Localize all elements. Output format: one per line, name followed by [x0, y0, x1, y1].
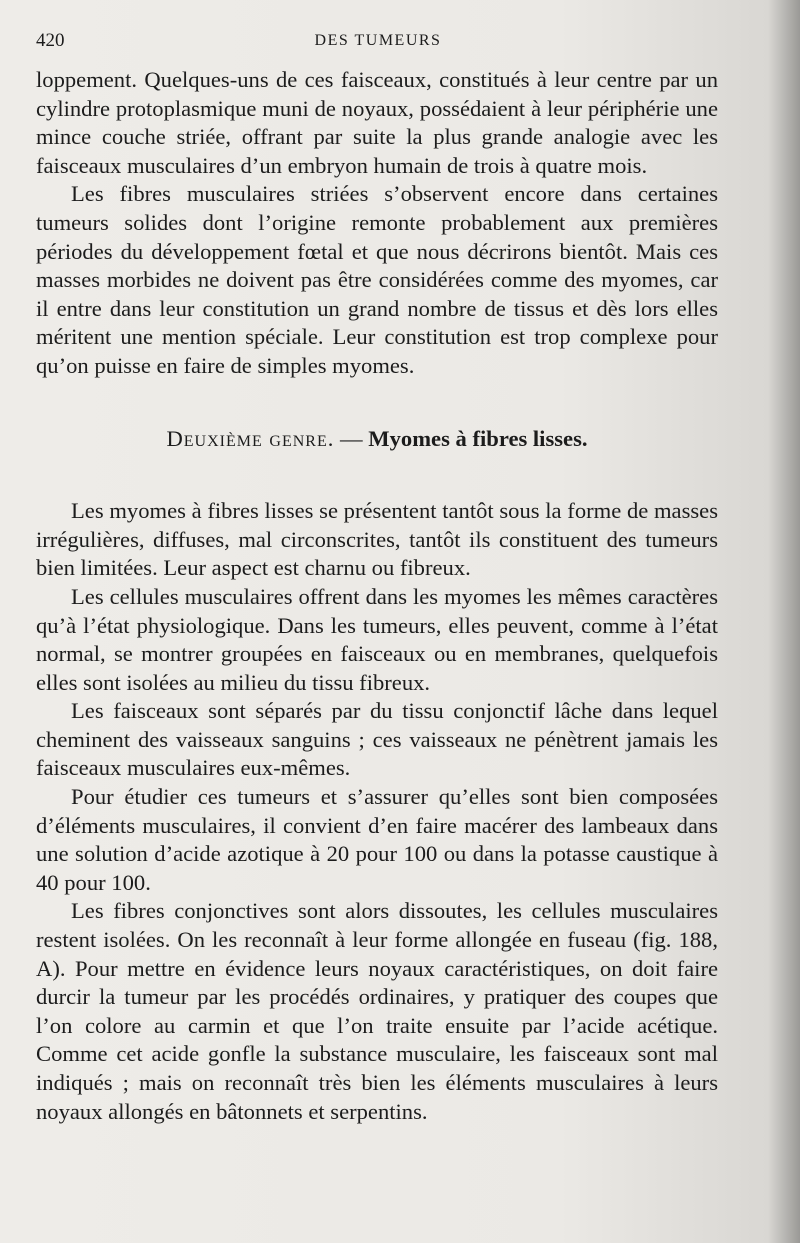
paragraph: Les faisceaux sont séparés par du tissu conjonctif lâche dans lequel cheminent des vaisseaux sanguins ; ces vaisseaux ne pénètrent jamais les faisceaux musculaires eux-mêmes.: [36, 698, 718, 781]
section-dash: —: [334, 425, 369, 451]
paragraph: Pour étudier ces tumeurs et s’assurer qu’elles sont bien composées d’éléments musculaires, il convient d’en faire macérer des lambeaux dans une solution d’acide azotique à 20 pour 100 ou dans la potasse caustique à 40 pour 100.: [36, 784, 718, 895]
paragraph: Les fibres musculaires striées s’observent encore dans certaines tumeurs solides dont l’origine remonte probablement aux premières périodes du développement fœtal et que nous décrirons bientôt. Mais ces masses morbides ne doivent pas être considérées comme des myomes, car il entre dans leur constitution un grand nombre de tissus et dès lors elles méritent une mention spéciale. Leur constitution est trop complexe pour qu’on puisse en faire de simples myomes.: [36, 181, 718, 378]
body-text: [36, 66, 718, 1126]
page-header: [36, 30, 720, 54]
paragraph-continuation: loppement. Quelques-uns de ces faisceaux, constitués à leur centre par un cylindre protoplasmique muni de noyaux, possédaient à leur périphérie une mince couche striée, offrant par suite la plus grande analogie avec les faisceaux musculaires d’un embryon humain de trois à quatre mois.: [36, 67, 718, 178]
page-number: 420: [36, 30, 65, 51]
paragraph: Les cellules musculaires offrent dans les myomes les mêmes caractères qu’à l’état physiologique. Dans les tumeurs, elles peuvent, comme à l’état normal, se montrer groupées en faisceaux ou en membranes, quelquefois elles sont isolées au milieu du tissu fibreux.: [36, 583, 718, 695]
section-title: Myomes à fibres lisses.: [368, 425, 588, 451]
section-genre: Deuxième genre.: [166, 425, 335, 451]
section-heading: [36, 425, 718, 454]
running-head: DES TUMEURS: [314, 32, 442, 49]
paragraph: Les myomes à fibres lisses se présentent tantôt sous la forme de masses irrégulières, diffuses, mal circonscrites, tantôt ils constituent des tumeurs bien limitées. Leur aspect est charnu ou fibreux.: [36, 498, 718, 581]
paragraph: Les fibres conjonctives sont alors dissoutes, les cellules musculaires restent isolées. On les reconnaît à leur forme allongée en fuseau (fig. 188, A). Pour mettre en évidence leurs noyaux caractéristiques, on doit faire durcir la tumeur par les procédés ordinaires, y pratiquer des coupes que l’on colore au carmin et que l’on traite ensuite par l’acide acétique. Comme cet acide gonfle la substance musculaire, les faisceaux sont mal indiqués ; mais on reconnaît très bien les éléments musculaires à leurs noyaux allongés en bâtonnets et serpentins.: [36, 898, 718, 1124]
